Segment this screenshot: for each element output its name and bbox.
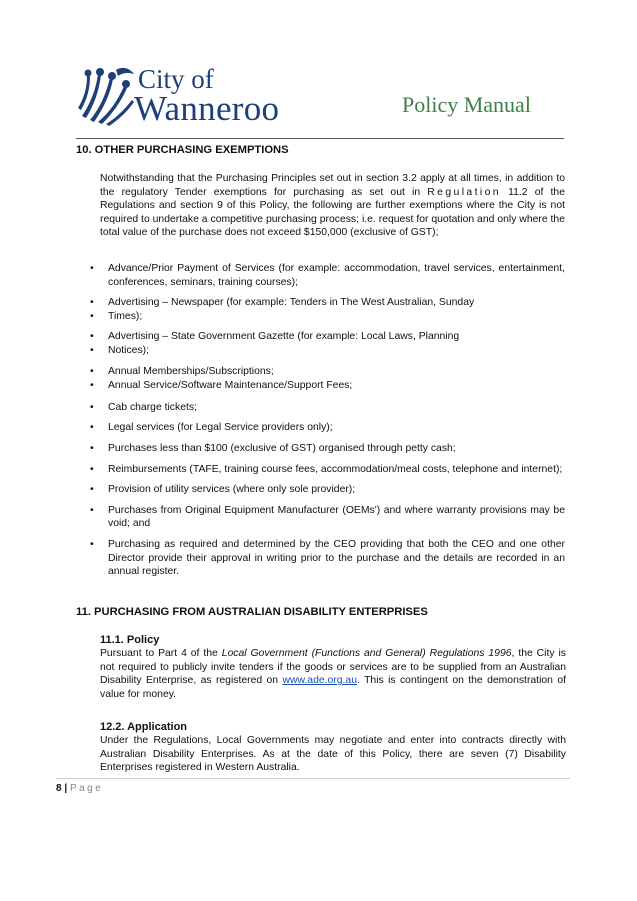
list-item: • Purchasing as required and determined by the CEO providing that both the CEO and one other Director provide their approval in writing prior to the purchase and the details are recorded in an annual register. [90, 538, 565, 579]
list-item: • Legal services (for Legal Service providers only); [90, 421, 565, 435]
list-item: • Advertising – Newspaper (for example: Tenders in The West Australian, Sunday [90, 296, 565, 310]
section-11-heading: 11. PURCHASING FROM AUSTRALIAN DISABILITY ENTERPRISES [76, 606, 428, 618]
city-of-wanneroo-logo [76, 64, 296, 126]
list-item: • Purchases less than $100 (exclusive of GST) organised through petty cash; [90, 442, 565, 456]
logo-city-of-text: City of [138, 64, 214, 94]
exemptions-list [90, 262, 565, 579]
regulations-title: Local Government (Functions and General) Regulations 1996 [221, 648, 512, 659]
policy-text-c: . This is contingent on the demonstration of value for money. [100, 675, 566, 700]
page-number: 8 [56, 783, 62, 794]
policy-text-a: Pursuant to Part 4 of the [100, 648, 222, 659]
list-item: • Cab charge tickets; [90, 401, 565, 415]
list-item: • Times); [90, 310, 565, 324]
intro-text-part1: Notwithstanding that the Purchasing Principles set out in section 3.2 apply at all times, in addition to the regulatory Tender exemptions for purchasing as set out in [100, 173, 565, 198]
ade-website-link[interactable]: www.ade.org.au [282, 675, 357, 687]
list-item: • Reimbursements (TAFE, training course fees, accommodation/meal costs, telephone and internet); [90, 463, 565, 477]
footer-divider [56, 778, 570, 779]
list-item: • Purchases from Original Equipment Manufacturer (OEMs') and where warranty provisions may be void; and [90, 504, 565, 531]
policy-subheading: 11.1. Policy [100, 634, 160, 646]
policy-paragraph [100, 647, 566, 701]
intro-regulation-word: Regulation [427, 186, 501, 198]
list-item: • Advertising – State Government Gazette (for example: Local Laws, Planning [90, 330, 565, 344]
section-10-heading: 10. OTHER PURCHASING EXEMPTIONS [76, 144, 289, 156]
intro-text-part2: 11.2 of the Regulations and section 9 of this Policy, the following are further exemptions where the City is not required to undertake a competitive purchasing process; i.e. request for quotation and only where the total value of the purchase does not exceed $150,000 (exclusive of GST); [100, 186, 565, 239]
section-10-intro [100, 172, 565, 240]
list-item: • Notices); [90, 344, 565, 358]
policy-text-b: , the City is not required to publicly invite tenders if the goods or services are to be supplied from an Australian Disability Enterprise, as registered on [100, 648, 566, 687]
list-item: • Advance/Prior Payment of Services (for example: accommodation, travel services, entertainment, conferences, seminars, training courses); [90, 262, 565, 289]
policy-manual-title: Policy Manual [402, 92, 531, 117]
application-subheading: 12.2. Application [100, 721, 188, 733]
header-divider [76, 138, 564, 139]
application-paragraph: Under the Regulations, Local Governments may negotiate and enter into contracts directly with Australian Disability Enterprises. As at the date of this Policy, there are seven (7) Disability Enterprises registered in Western Australia. [100, 735, 566, 774]
kangaroo-paw-emblem-icon [76, 64, 138, 126]
list-item: • Annual Memberships/Subscriptions; [90, 365, 565, 379]
page-footer [56, 783, 103, 795]
footer-separator: | [64, 783, 68, 794]
list-item: • Provision of utility services (where only sole provider); [90, 483, 565, 497]
page-label: Page [69, 783, 104, 794]
list-item: • Annual Service/Software Maintenance/Support Fees; [90, 379, 565, 393]
logo-wanneroo-text: Wanneroo [134, 89, 280, 128]
